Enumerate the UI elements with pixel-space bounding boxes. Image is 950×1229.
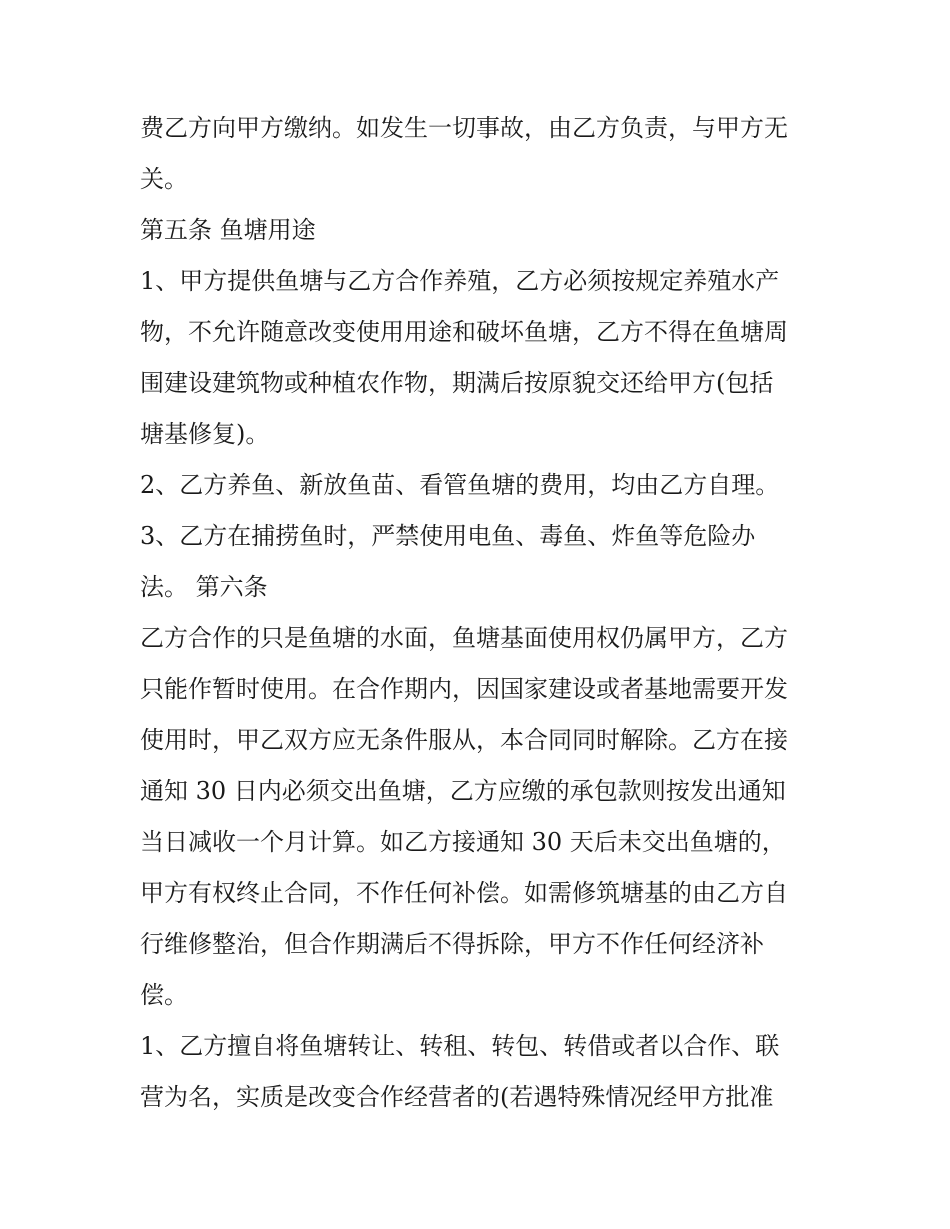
- text-line: 乙方合作的只是鱼塘的水面，鱼塘基面使用权仍属甲方，乙方: [140, 624, 788, 652]
- text-line: 只能作暂时使用。在合作期内，因国家建设或者基地需要开发: [140, 675, 788, 703]
- text-line: 1、甲方提供鱼塘与乙方合作养殖，乙方必须按规定养殖水产: [140, 267, 780, 295]
- text-line: 3、乙方在捕捞鱼时，严禁使用电鱼、毒鱼、炸鱼等危险办: [140, 522, 756, 550]
- text-line: 行维修整治，但合作期满后不得拆除，甲方不作任何经济补: [140, 930, 764, 958]
- text-line: 偿。: [140, 981, 188, 1009]
- text-line: 甲方有权终止合同，不作任何补偿。如需修筑塘基的由乙方自: [140, 879, 788, 907]
- text-line: 2、乙方养鱼、新放鱼苗、看管鱼塘的费用，均由乙方自理。: [140, 471, 780, 499]
- text-line: 围建设建筑物或种植农作物，期满后按原貌交还给甲方(包括: [140, 369, 774, 397]
- section-heading: 第五条 鱼塘用途: [140, 216, 316, 244]
- text-line: 塘基修复)。: [140, 420, 270, 448]
- text-line: 费乙方向甲方缴纳。如发生一切事故，由乙方负责，与甲方无: [140, 114, 788, 142]
- text-line: 1、乙方擅自将鱼塘转让、转租、转包、转借或者以合作、联: [140, 1032, 780, 1060]
- text-line: 当日减收一个月计算。如乙方接通知 30 天后未交出鱼塘的，: [140, 828, 786, 856]
- text-line: 物，不允许随意改变使用用途和破坏鱼塘，乙方不得在鱼塘周: [140, 318, 788, 346]
- text-line: 通知 30 日内必须交出鱼塘，乙方应缴的承包款则按发出通知: [140, 777, 786, 805]
- text-line: 使用时，甲乙双方应无条件服从，本合同同时解除。乙方在接: [140, 726, 788, 754]
- text-line: 营为名，实质是改变合作经营者的(若遇特殊情况经甲方批准: [140, 1083, 774, 1111]
- text-line: 法。 第六条: [140, 573, 268, 601]
- text-line: 关。: [140, 165, 188, 193]
- document-body: [140, 103, 820, 1123]
